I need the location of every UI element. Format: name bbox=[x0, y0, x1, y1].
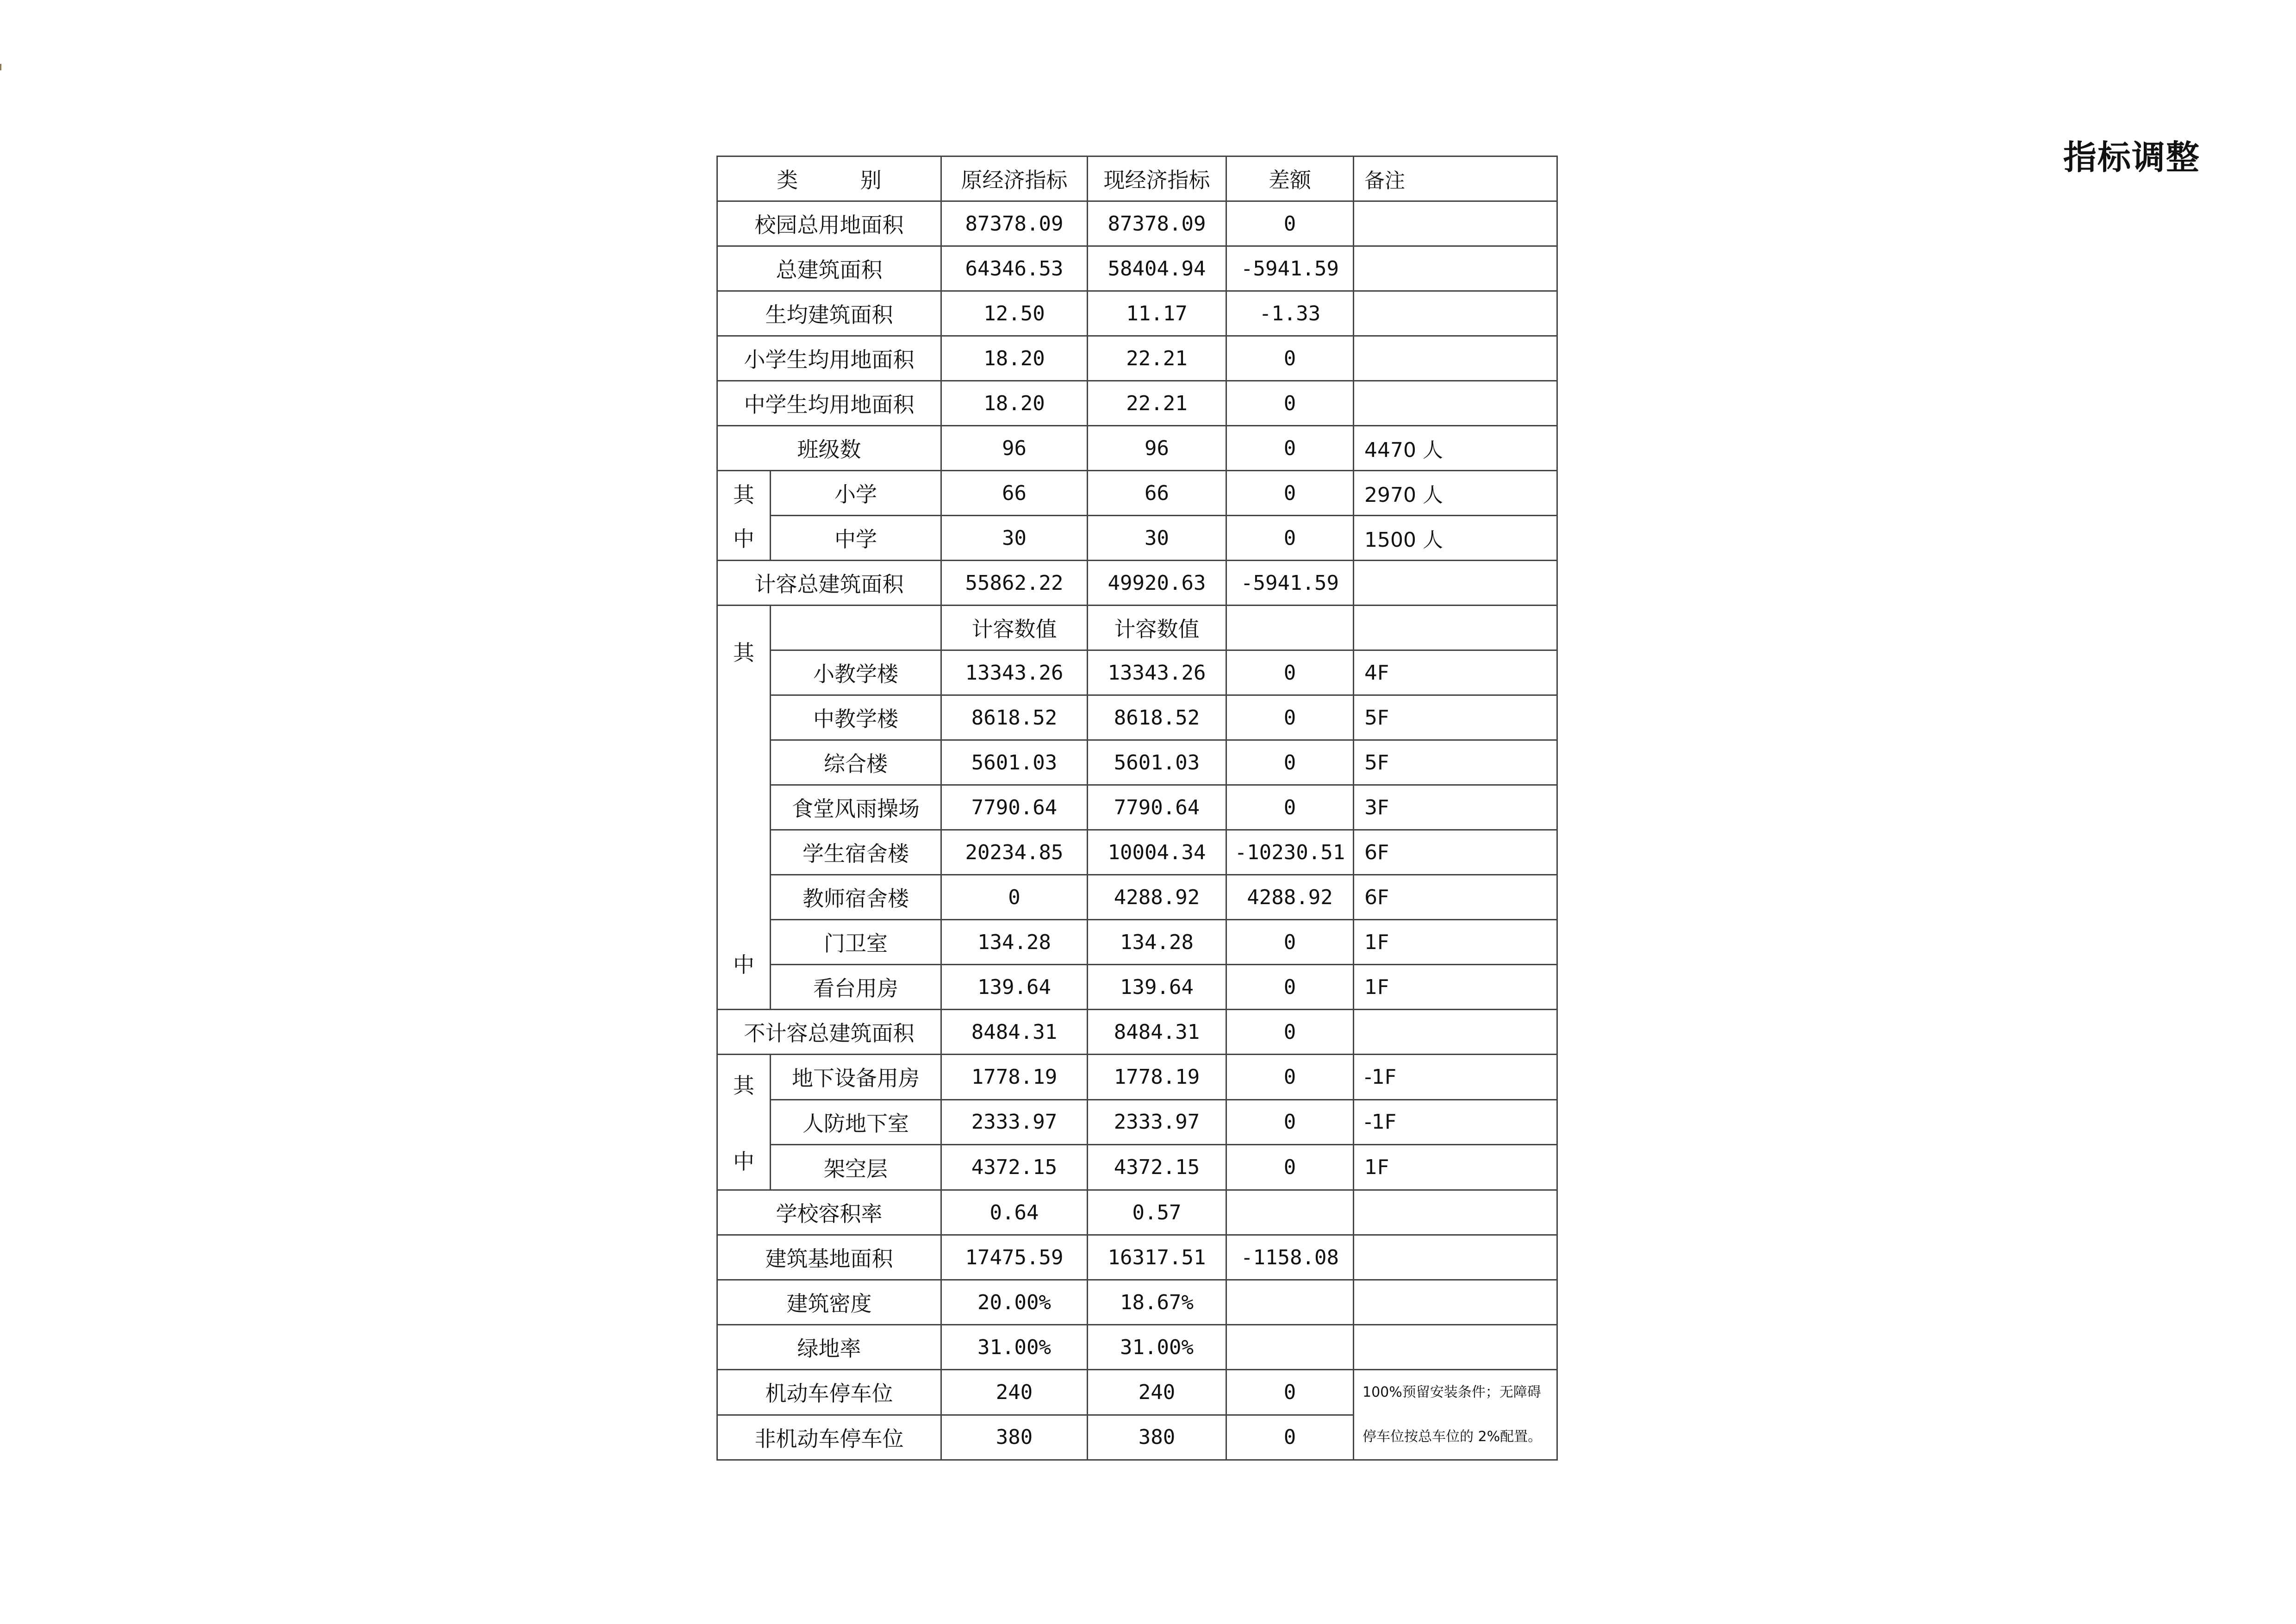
cell-curr: 58404.94 bbox=[1088, 246, 1226, 291]
cell-remarks: 5F bbox=[1354, 695, 1557, 740]
cell-remarks: 1F bbox=[1354, 965, 1557, 1010]
cell-remarks: 5F bbox=[1354, 740, 1557, 785]
page-title: 指标调整 bbox=[2063, 138, 2200, 177]
cell-orig: 1778.19 bbox=[941, 1055, 1088, 1100]
cell-remarks bbox=[1354, 246, 1557, 291]
cell-curr: 8484.31 bbox=[1088, 1010, 1226, 1055]
cell-remarks: -1F bbox=[1354, 1055, 1557, 1100]
cell-diff bbox=[1226, 1280, 1354, 1325]
cell-orig: 380 bbox=[941, 1415, 1088, 1460]
row-category: 小学 bbox=[771, 471, 941, 516]
table-row bbox=[717, 920, 1557, 965]
sub-label-char: 其 bbox=[733, 482, 754, 507]
cell-curr: 8618.52 bbox=[1088, 695, 1226, 740]
cell-orig: 64346.53 bbox=[941, 246, 1088, 291]
cell-curr: 5601.03 bbox=[1088, 740, 1226, 785]
cell-diff: 0 bbox=[1226, 471, 1354, 516]
cell-diff: 0 bbox=[1226, 965, 1354, 1010]
table-row bbox=[717, 606, 1557, 650]
table-row bbox=[717, 381, 1557, 426]
parking-note bbox=[1354, 1370, 1557, 1460]
table-row bbox=[717, 740, 1557, 785]
cell-curr: 96 bbox=[1088, 426, 1226, 471]
cell-orig: 240 bbox=[941, 1370, 1088, 1415]
cell-orig: 20234.85 bbox=[941, 830, 1088, 875]
table-row bbox=[717, 1099, 1557, 1145]
cell-remarks: 1500 人 bbox=[1354, 516, 1557, 561]
table-row bbox=[717, 1055, 1557, 1100]
cell-curr: 66 bbox=[1088, 471, 1226, 516]
table-row bbox=[717, 1370, 1557, 1415]
cell-orig: 5601.03 bbox=[941, 740, 1088, 785]
cell-diff: -1158.08 bbox=[1226, 1235, 1354, 1280]
cell-orig: 2333.97 bbox=[941, 1099, 1088, 1145]
cell-curr: 13343.26 bbox=[1088, 650, 1226, 695]
row-category: 小学生均用地面积 bbox=[717, 336, 941, 381]
row-category: 综合楼 bbox=[771, 740, 941, 785]
cell-curr: 49920.63 bbox=[1088, 561, 1226, 606]
cell-remarks: 2970 人 bbox=[1354, 471, 1557, 516]
table-row bbox=[717, 830, 1557, 875]
cell-orig: 12.50 bbox=[941, 291, 1088, 336]
sub-label-char: 其 bbox=[733, 640, 754, 665]
cell-diff: 0 bbox=[1226, 785, 1354, 830]
cell-diff bbox=[1226, 606, 1354, 650]
cell-curr: 30 bbox=[1088, 516, 1226, 561]
row-category: 架空层 bbox=[771, 1145, 941, 1190]
cell-remarks bbox=[1354, 1325, 1557, 1370]
cell-curr: 22.21 bbox=[1088, 336, 1226, 381]
cell-diff: 0 bbox=[1226, 1099, 1354, 1145]
cell-orig: 8484.31 bbox=[941, 1010, 1088, 1055]
sub-group-uncounted-area-label bbox=[718, 1055, 770, 1189]
table-header-row bbox=[717, 156, 1557, 201]
cell-diff: -5941.59 bbox=[1226, 246, 1354, 291]
cell-orig: 4372.15 bbox=[941, 1145, 1088, 1190]
cell-diff: 0 bbox=[1226, 1055, 1354, 1100]
cell-orig: 87378.09 bbox=[941, 201, 1088, 246]
row-category: 中教学楼 bbox=[771, 695, 941, 740]
header-difference: 差额 bbox=[1226, 156, 1354, 201]
cell-remarks: 3F bbox=[1354, 785, 1557, 830]
table-row bbox=[717, 1280, 1557, 1325]
cell-remarks bbox=[1354, 291, 1557, 336]
cell-curr: 134.28 bbox=[1088, 920, 1226, 965]
cell-remarks bbox=[1354, 381, 1557, 426]
cell-orig: 139.64 bbox=[941, 965, 1088, 1010]
table-row bbox=[717, 1010, 1557, 1055]
cell-curr: 11.17 bbox=[1088, 291, 1226, 336]
cell-orig: 18.20 bbox=[941, 336, 1088, 381]
cell-curr: 240 bbox=[1088, 1370, 1226, 1415]
cell-remarks bbox=[1354, 1235, 1557, 1280]
cell-curr: 139.64 bbox=[1088, 965, 1226, 1010]
row-category: 建筑基地面积 bbox=[717, 1235, 941, 1280]
table-row bbox=[717, 1190, 1557, 1235]
cell-orig: 55862.22 bbox=[941, 561, 1088, 606]
table-row bbox=[717, 291, 1557, 336]
cell-diff: -5941.59 bbox=[1226, 561, 1354, 606]
row-category: 非机动车停车位 bbox=[717, 1415, 941, 1460]
cell-curr: 87378.09 bbox=[1088, 201, 1226, 246]
table-row bbox=[717, 516, 1557, 561]
cell-orig: 96 bbox=[941, 426, 1088, 471]
table-row bbox=[717, 1235, 1557, 1280]
cell-diff: 0 bbox=[1226, 1370, 1354, 1415]
cell-orig: 134.28 bbox=[941, 920, 1088, 965]
row-category: 校园总用地面积 bbox=[717, 201, 941, 246]
cell-curr: 4288.92 bbox=[1088, 875, 1226, 920]
row-category: 地下设备用房 bbox=[771, 1055, 941, 1100]
table-row bbox=[717, 1325, 1557, 1370]
cell-remarks: 1F bbox=[1354, 920, 1557, 965]
header-current: 现经济指标 bbox=[1088, 156, 1226, 201]
sub-group-uncounted-area bbox=[717, 1055, 771, 1190]
row-category: 中学生均用地面积 bbox=[717, 381, 941, 426]
cell-curr: 380 bbox=[1088, 1415, 1226, 1460]
row-category: 人防地下室 bbox=[771, 1099, 941, 1145]
row-category: 食堂风雨操场 bbox=[771, 785, 941, 830]
table-row bbox=[717, 695, 1557, 740]
table-row bbox=[717, 875, 1557, 920]
cell-remarks bbox=[1354, 606, 1557, 650]
cell-curr: 7790.64 bbox=[1088, 785, 1226, 830]
table-row bbox=[717, 336, 1557, 381]
cell-remarks: 6F bbox=[1354, 875, 1557, 920]
table-row bbox=[717, 471, 1557, 516]
cell-curr: 计容数值 bbox=[1088, 606, 1226, 650]
cell-orig: 20.00% bbox=[941, 1280, 1088, 1325]
table-row bbox=[717, 246, 1557, 291]
cell-diff: 0 bbox=[1226, 1145, 1354, 1190]
cell-diff: 0 bbox=[1226, 336, 1354, 381]
cell-diff bbox=[1226, 1190, 1354, 1235]
cell-orig: 0 bbox=[941, 875, 1088, 920]
cell-remarks bbox=[1354, 561, 1557, 606]
cell-orig: 计容数值 bbox=[941, 606, 1088, 650]
table-row bbox=[717, 650, 1557, 695]
row-category: 计容总建筑面积 bbox=[717, 561, 941, 606]
row-category: 小教学楼 bbox=[771, 650, 941, 695]
cell-diff: 0 bbox=[1226, 426, 1354, 471]
cell-remarks: 1F bbox=[1354, 1145, 1557, 1190]
cell-diff: 0 bbox=[1226, 516, 1354, 561]
row-category: 教师宿舍楼 bbox=[771, 875, 941, 920]
cell-curr: 22.21 bbox=[1088, 381, 1226, 426]
cell-remarks bbox=[1354, 201, 1557, 246]
cell-diff: -1.33 bbox=[1226, 291, 1354, 336]
parking-note-line: 停车位按总车位的 2%配置。 bbox=[1363, 1429, 1542, 1445]
cell-diff: 0 bbox=[1226, 695, 1354, 740]
cell-remarks bbox=[1354, 1010, 1557, 1055]
cell-diff: 0 bbox=[1226, 920, 1354, 965]
cell-diff: 0 bbox=[1226, 650, 1354, 695]
row-category: 中学 bbox=[771, 516, 941, 561]
cell-orig: 18.20 bbox=[941, 381, 1088, 426]
table-row bbox=[717, 965, 1557, 1010]
table-row bbox=[717, 426, 1557, 471]
row-category: 总建筑面积 bbox=[717, 246, 941, 291]
cell-remarks bbox=[1354, 1280, 1557, 1325]
cell-orig: 0.64 bbox=[941, 1190, 1088, 1235]
cell-diff: 0 bbox=[1226, 381, 1354, 426]
parking-note-line: 100%预留安装条件；无障碍 bbox=[1363, 1384, 1541, 1400]
row-category: 建筑密度 bbox=[717, 1280, 941, 1325]
cell-orig: 13343.26 bbox=[941, 650, 1088, 695]
cell-orig: 66 bbox=[941, 471, 1088, 516]
cell-diff: 4288.92 bbox=[1226, 875, 1354, 920]
sub-group-classes bbox=[717, 471, 771, 561]
header-remarks: 备注 bbox=[1354, 156, 1557, 201]
cell-orig: 30 bbox=[941, 516, 1088, 561]
table-row bbox=[717, 1145, 1557, 1190]
table-row bbox=[717, 785, 1557, 830]
cell-remarks: 4470 人 bbox=[1354, 426, 1557, 471]
cell-orig: 8618.52 bbox=[941, 695, 1088, 740]
row-category: 学生宿舍楼 bbox=[771, 830, 941, 875]
row-category: 生均建筑面积 bbox=[717, 291, 941, 336]
row-category: 班级数 bbox=[717, 426, 941, 471]
cell-curr: 31.00% bbox=[1088, 1325, 1226, 1370]
sub-label-char: 中 bbox=[733, 526, 754, 551]
header-original: 原经济指标 bbox=[941, 156, 1088, 201]
sub-group-classes-label bbox=[718, 472, 770, 560]
cell-diff: 0 bbox=[1226, 1415, 1354, 1460]
cell-diff: -10230.51 bbox=[1226, 830, 1354, 875]
corner-mark bbox=[0, 64, 1, 70]
cell-curr: 0.57 bbox=[1088, 1190, 1226, 1235]
cell-remarks: -1F bbox=[1354, 1099, 1557, 1145]
cell-orig: 31.00% bbox=[941, 1325, 1088, 1370]
row-category: 机动车停车位 bbox=[717, 1370, 941, 1415]
cell-remarks: 6F bbox=[1354, 830, 1557, 875]
sub-group-counted-area-label bbox=[718, 608, 770, 1006]
row-category: 门卫室 bbox=[771, 920, 941, 965]
row-category: 不计容总建筑面积 bbox=[717, 1010, 941, 1055]
cell-remarks bbox=[1354, 336, 1557, 381]
cell-diff: 0 bbox=[1226, 201, 1354, 246]
cell-curr: 4372.15 bbox=[1088, 1145, 1226, 1190]
cell-orig: 17475.59 bbox=[941, 1235, 1088, 1280]
cell-diff: 0 bbox=[1226, 1010, 1354, 1055]
header-category: 类 别 bbox=[717, 156, 941, 201]
row-category bbox=[771, 606, 941, 650]
cell-curr: 2333.97 bbox=[1088, 1099, 1226, 1145]
row-category: 学校容积率 bbox=[717, 1190, 941, 1235]
cell-curr: 1778.19 bbox=[1088, 1055, 1226, 1100]
sub-label-char: 其 bbox=[733, 1073, 754, 1098]
row-category: 绿地率 bbox=[717, 1325, 941, 1370]
cell-orig: 7790.64 bbox=[941, 785, 1088, 830]
cell-remarks: 4F bbox=[1354, 650, 1557, 695]
cell-remarks bbox=[1354, 1190, 1557, 1235]
table-row bbox=[717, 561, 1557, 606]
cell-curr: 18.67% bbox=[1088, 1280, 1226, 1325]
cell-curr: 10004.34 bbox=[1088, 830, 1226, 875]
row-category: 看台用房 bbox=[771, 965, 941, 1010]
sub-group-counted-area bbox=[717, 606, 771, 1010]
table-row bbox=[717, 201, 1557, 246]
cell-curr: 16317.51 bbox=[1088, 1235, 1226, 1280]
cell-diff bbox=[1226, 1325, 1354, 1370]
sub-label-char: 中 bbox=[733, 1149, 754, 1174]
sub-label-char: 中 bbox=[733, 952, 754, 977]
cell-diff: 0 bbox=[1226, 740, 1354, 785]
indicator-table bbox=[716, 156, 1558, 1461]
